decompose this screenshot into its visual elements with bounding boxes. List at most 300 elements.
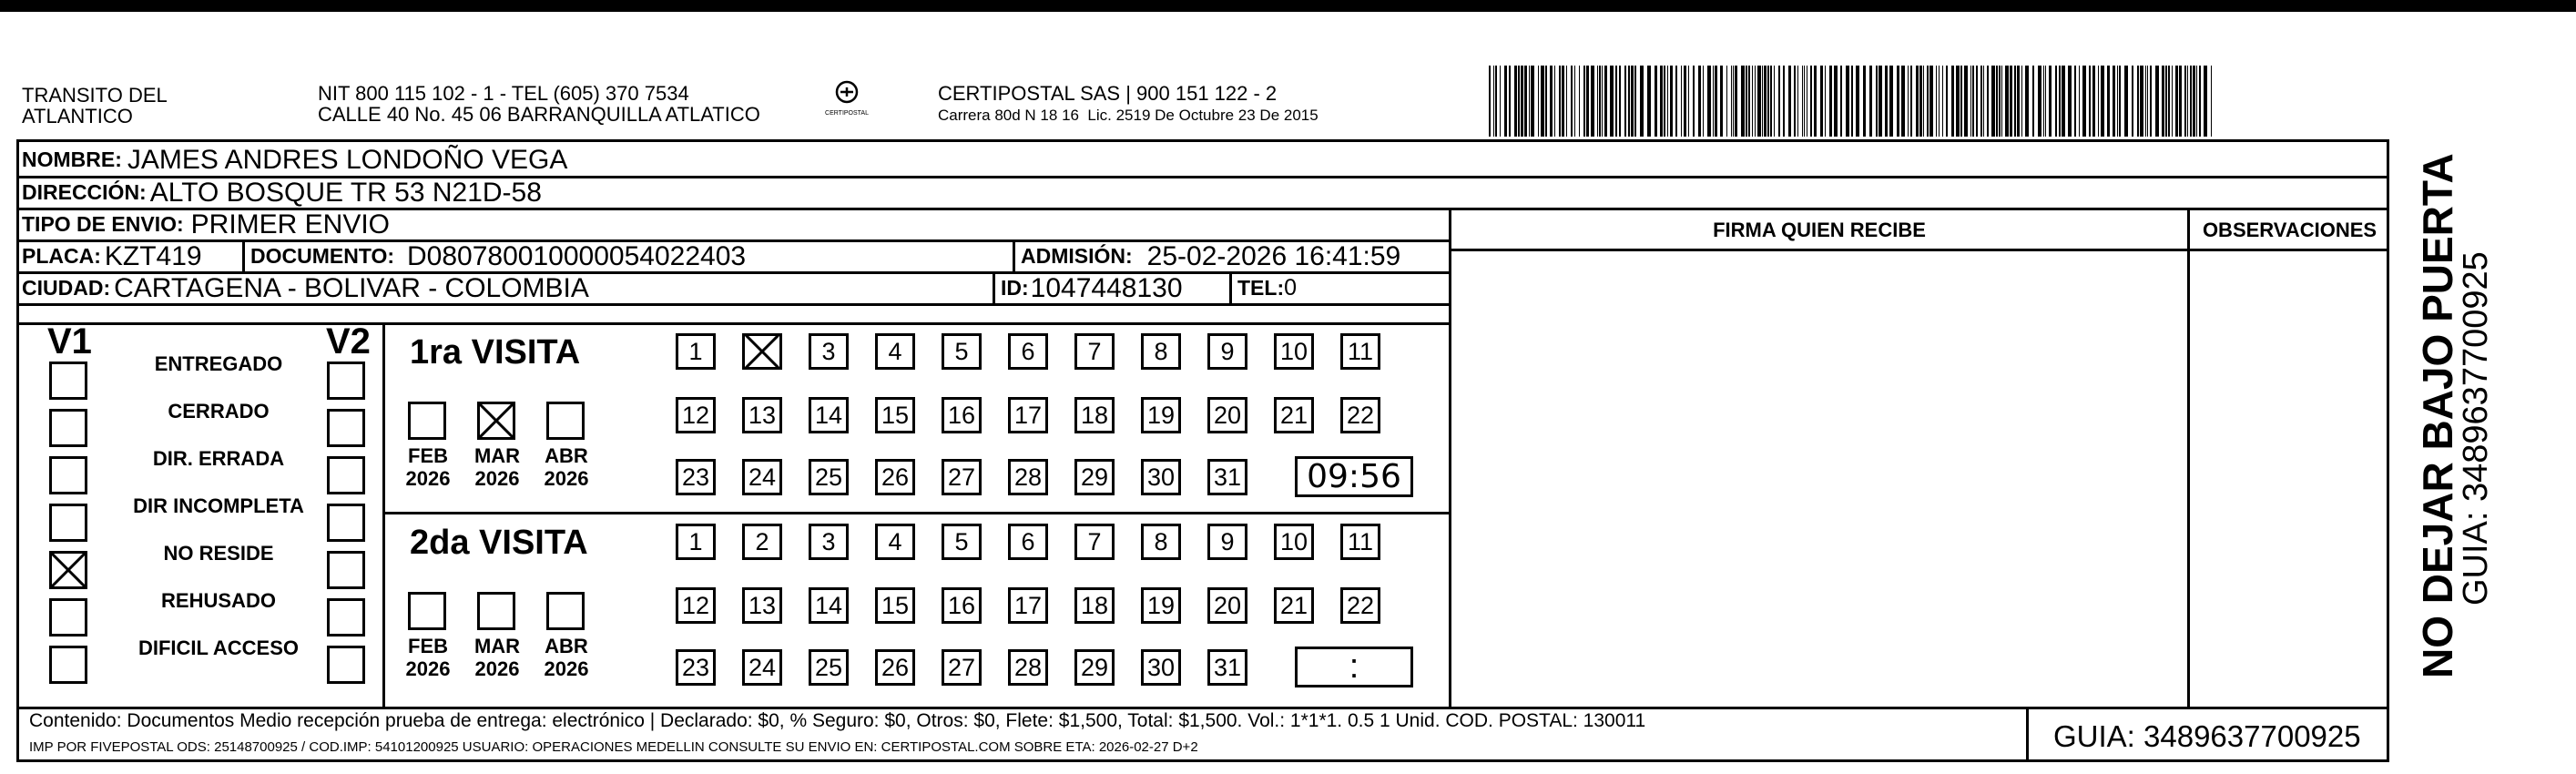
barcode-bar [1869, 66, 1872, 137]
day-box[interactable]: 21 [1274, 397, 1314, 433]
day-box[interactable]: 20 [1207, 587, 1247, 624]
status-v2-checkbox[interactable] [327, 456, 365, 494]
status-label: DIR. ERRADA [152, 447, 285, 470]
barcode-bar [1624, 66, 1626, 137]
barcode-bar [1731, 66, 1732, 137]
day-box[interactable]: 10 [1274, 333, 1314, 370]
day-box[interactable]: 12 [676, 397, 716, 433]
month-checkbox[interactable] [546, 402, 585, 440]
divider-visits [382, 322, 385, 708]
barcode-bar [2068, 66, 2072, 137]
month-label [470, 635, 524, 680]
tel-cell [1229, 272, 1297, 304]
v1-heading: V1 [47, 321, 92, 362]
month-year: 2026 [544, 467, 589, 490]
day-box[interactable]: 28 [1008, 459, 1048, 495]
documento-value: D080780010000054022403 [407, 240, 747, 271]
barcode-bar [1495, 66, 1497, 137]
day-box[interactable]: 16 [942, 397, 982, 433]
barcode-bar [2196, 66, 2197, 137]
barcode-bar [1951, 66, 1954, 137]
month-checkbox[interactable] [477, 592, 515, 630]
barcode-bar [2199, 66, 2201, 137]
barcode-bar [1889, 66, 1893, 137]
barcode-bar [2119, 66, 2121, 137]
barcode-bar [2107, 66, 2110, 137]
barcode-bar [1693, 66, 1695, 137]
barcode-bar [1688, 66, 1689, 137]
day-box[interactable]: 10 [1274, 524, 1314, 560]
barcode-bar [1755, 66, 1756, 137]
nombre-value: JAMES ANDRES LONDOÑO VEGA [127, 144, 568, 175]
barcode-bar [2074, 66, 2076, 137]
status-v2-checkbox[interactable] [327, 362, 365, 400]
day-box[interactable]: 23 [676, 649, 716, 686]
id-cell [993, 272, 1183, 304]
barcode-bar [2043, 66, 2044, 137]
barcode-bar [1489, 66, 1491, 137]
nit-line: NIT 800 115 102 - 1 - TEL (605) 370 7534 [318, 82, 689, 105]
barcode-bar [1554, 66, 1555, 137]
month-label [401, 635, 455, 680]
day-box[interactable]: 4 [875, 333, 915, 370]
day-box[interactable]: 30 [1141, 459, 1181, 495]
day-box[interactable]: 22 [1340, 587, 1380, 624]
barcode-bar [1524, 66, 1527, 137]
placa-value: KZT419 [104, 240, 202, 271]
day-box[interactable]: 26 [875, 459, 915, 495]
status-v1-checkbox[interactable] [49, 551, 87, 589]
status-v1-checkbox[interactable] [49, 456, 87, 494]
time-box[interactable]: : [1295, 647, 1413, 687]
day-box[interactable]: 27 [942, 649, 982, 686]
day-box[interactable]: 24 [742, 459, 782, 495]
barcode-bar [1879, 66, 1882, 137]
firma-heading: FIRMA QUIEN RECIBE [1713, 219, 1926, 241]
month-label [470, 444, 524, 490]
license-line: Carrera 80d N 18 16 Lic. 2519 De Octubre 23 De 2015 [938, 107, 1319, 124]
month-year: 2026 [474, 467, 520, 490]
month-name: MAR [473, 444, 521, 467]
barcode-bar [2014, 66, 2016, 137]
certipostal-logo [825, 80, 869, 118]
barcode-bar [2168, 66, 2170, 137]
barcode-bar [2098, 66, 2099, 137]
day-box[interactable]: 20 [1207, 397, 1247, 433]
status-v2-checkbox[interactable] [327, 551, 365, 589]
barcode-bar [2117, 66, 2118, 137]
tipo-row [22, 209, 390, 240]
barcode-bar [1602, 66, 1603, 137]
barcode-bar [1748, 66, 1750, 137]
placa-label: PLACA: [22, 244, 101, 268]
status-v2-checkbox[interactable] [327, 598, 365, 637]
barcode-bar [1936, 66, 1937, 137]
divider-obs [2187, 208, 2190, 708]
day-box[interactable]: 25 [809, 459, 849, 495]
month-name: FEB [408, 635, 448, 657]
rule-colheads [1451, 249, 2389, 251]
barcode-bar [2193, 66, 2195, 137]
month-checkbox[interactable] [408, 402, 446, 440]
barcode-bar [2089, 66, 2091, 137]
day-box[interactable]: 28 [1008, 649, 1048, 686]
day-box[interactable]: 18 [1074, 397, 1115, 433]
barcode-bar [1964, 66, 1968, 137]
day-box[interactable]: 31 [1207, 649, 1247, 686]
barcode-bar [1493, 66, 1494, 137]
month-year: 2026 [544, 657, 589, 680]
barcode-bar [2055, 66, 2057, 137]
day-box[interactable]: 3 [809, 333, 849, 370]
barcode-bar [1720, 66, 1723, 137]
barcode-bar [2005, 66, 2009, 137]
barcode-bar [1586, 66, 1589, 137]
divider-firma [1449, 208, 1451, 708]
barcode-bar [1996, 66, 1998, 137]
status-v1-checkbox[interactable] [49, 409, 87, 447]
barcode-bar [1916, 66, 1919, 137]
ciudad-row [22, 272, 589, 304]
day-box[interactable]: 17 [1008, 397, 1048, 433]
status-label: ENTREGADO [154, 352, 283, 375]
visit-title: 1ra VISITA [410, 333, 581, 372]
documento-label: DOCUMENTO: [250, 244, 395, 268]
barcode-bar [1897, 66, 1899, 137]
day-box[interactable]: 13 [742, 587, 782, 624]
day-box[interactable]: 22 [1340, 397, 1380, 433]
barcode-bar [1814, 66, 1817, 137]
barcode-bar [1675, 66, 1677, 137]
barcode-bar [1976, 66, 1978, 137]
barcode-bar [1820, 66, 1823, 137]
barcode-bar [1863, 66, 1866, 137]
barcode-bar [2101, 66, 2104, 137]
contenido-line: Contenido: Documentos Medio recepción prueba de entrega: electrónico | Declarado: $0, % Seguro: $0, Otros: $0, Flete: $1,500, Total: $1,500. Vol.: 1*1*1. 0.5 1 Unid. COD. POSTAL: 130011 [29, 710, 1646, 731]
barcode-bar [1970, 66, 1971, 137]
day-box[interactable]: 7 [1074, 333, 1115, 370]
barcode-bar [1908, 66, 1909, 137]
day-box[interactable]: 1 [676, 333, 716, 370]
barcode-bar [1655, 66, 1657, 137]
barcode-bar [1846, 66, 1849, 137]
status-label: REHUSADO [161, 589, 276, 612]
status-v1-checkbox[interactable] [49, 362, 87, 400]
day-box[interactable] [742, 333, 782, 370]
month-name: ABR [545, 444, 588, 467]
address-line: CALLE 40 No. 45 06 BARRANQUILLA ATLATICO [318, 103, 760, 126]
barcode-bar [1788, 66, 1791, 137]
day-box[interactable]: 27 [942, 459, 982, 495]
day-box[interactable]: 5 [942, 333, 982, 370]
barcode-bar [1778, 66, 1780, 137]
barcode-bar [1504, 66, 1507, 137]
day-box[interactable]: 6 [1008, 524, 1048, 560]
rule-6 [16, 322, 1451, 325]
barcode-bar [1566, 66, 1567, 137]
barcode-bar [1571, 66, 1573, 137]
barcode-bar [1538, 66, 1539, 137]
barcode-bar [2038, 66, 2041, 137]
day-box[interactable]: 1 [676, 524, 716, 560]
barcode-bar [1946, 66, 1948, 137]
barcode-bar [1810, 66, 1812, 137]
barcode-bar [1707, 66, 1711, 137]
barcode-bar [2032, 66, 2034, 137]
barcode-bar [1713, 66, 1714, 137]
barcode-bar [2187, 66, 2188, 137]
observaciones-heading: OBSERVACIONES [2202, 219, 2377, 241]
barcode-bar [1562, 66, 1564, 137]
barcode-bar [1927, 66, 1929, 137]
barcode-bar [1634, 66, 1636, 137]
month-checkbox[interactable] [477, 402, 515, 440]
barcode-bar [2137, 66, 2139, 137]
admision-label: ADMISIÓN: [1021, 244, 1133, 268]
barcode-bar [1746, 66, 1747, 137]
day-box[interactable]: 29 [1074, 459, 1115, 495]
barcode-bar [1762, 66, 1763, 137]
barcode-bar [2025, 66, 2029, 137]
barcode-bar [2204, 66, 2207, 137]
barcode-bar [1604, 66, 1607, 137]
day-box[interactable]: 25 [809, 649, 849, 686]
barcode-bar [2017, 66, 2020, 137]
barcode-bar [1829, 66, 1832, 137]
status-v2-checkbox[interactable] [327, 646, 365, 684]
status-label: DIFICIL ACCESO [137, 637, 299, 659]
month-checkbox[interactable] [546, 592, 585, 630]
divider-visit-rows [382, 512, 1451, 514]
day-box[interactable]: 12 [676, 587, 716, 624]
imp-line: IMP POR FIVEPOSTAL ODS: 25148700925 / COD.IMP: 54101200925 USUARIO: OPERACIONES MEDELLIN CONSULTE SU ENVIO EN: CERTIPOSTAL.COM SOBRE ETA: 2026-02-27 D+2 [29, 739, 1198, 755]
barcode-bar [1876, 66, 1878, 137]
barcode-bar [1764, 66, 1767, 137]
barcode-bar [2140, 66, 2143, 137]
ciudad-value: CARTAGENA - BOLIVAR - COLOMBIA [114, 272, 589, 303]
day-box[interactable]: 24 [742, 649, 782, 686]
barcode-bar [1960, 66, 1962, 137]
day-box[interactable]: 3 [809, 524, 849, 560]
barcode-bar [2049, 66, 2052, 137]
barcode-bar [2184, 66, 2186, 137]
admision-cell [1013, 240, 1400, 272]
barcode-bar [1770, 66, 1772, 137]
time-box[interactable]: 09:56 [1295, 456, 1413, 497]
day-box[interactable]: 13 [742, 397, 782, 433]
barcode-bar [1757, 66, 1761, 137]
barcode-bar [1983, 66, 1984, 137]
day-box[interactable]: 8 [1141, 333, 1181, 370]
day-box[interactable]: 29 [1074, 649, 1115, 686]
barcode-bar [1804, 66, 1805, 137]
month-name: FEB [408, 444, 448, 467]
barcode-bar [2211, 66, 2212, 137]
day-box[interactable]: 19 [1141, 587, 1181, 624]
barcode-bar [2010, 66, 2012, 137]
day-box[interactable]: 11 [1340, 333, 1380, 370]
barcode-bar [1660, 66, 1663, 137]
day-box[interactable]: 11 [1340, 524, 1380, 560]
day-box[interactable]: 26 [875, 649, 915, 686]
barcode-bar [1681, 66, 1682, 137]
barcode-bar [1726, 66, 1727, 137]
barcode-bar [1999, 66, 2001, 137]
barcode-bar [1514, 66, 1517, 137]
barcode-bar [2172, 66, 2173, 137]
barcode-bar [1942, 66, 1943, 137]
barcode-bar [1834, 66, 1838, 137]
barcode-bar [1670, 66, 1673, 137]
tel-label: TEL: [1237, 276, 1285, 300]
barcode-bar [1579, 66, 1580, 137]
barcode-bar [1923, 66, 1924, 137]
admision-value: 25-02-2026 16:41:59 [1146, 240, 1401, 271]
barcode-bar [2179, 66, 2182, 137]
barcode-bar [1559, 66, 1561, 137]
barcode-bar [1980, 66, 1982, 137]
no-dejar-bajo-puerta: NO DEJAR BAJO PUERTA [2414, 153, 2461, 678]
day-box[interactable]: 9 [1207, 333, 1247, 370]
barcode-bar [2147, 66, 2148, 137]
id-value: 1047448130 [1030, 272, 1183, 303]
status-label: DIR INCOMPLETA [133, 494, 304, 517]
barcode-bar [1599, 66, 1601, 137]
barcode-bar [2079, 66, 2080, 137]
day-box[interactable]: 23 [676, 459, 716, 495]
day-box[interactable]: 17 [1008, 587, 1048, 624]
day-box[interactable]: 15 [875, 587, 915, 624]
status-v2-checkbox[interactable] [327, 504, 365, 542]
barcode-bar [1521, 66, 1523, 137]
barcode-bar [1840, 66, 1842, 137]
barcode-bar [2059, 66, 2061, 137]
barcode-bar [1615, 66, 1617, 137]
day-box[interactable]: 2 [742, 524, 782, 560]
barcode-bar [1825, 66, 1826, 137]
barcode-bar [2175, 66, 2178, 137]
barcode-bar [1529, 66, 1530, 137]
barcode-bar [1664, 66, 1665, 137]
barcode-bar [2045, 66, 2046, 137]
day-box[interactable]: 16 [942, 587, 982, 624]
barcode-bar [2021, 66, 2022, 137]
barcode-bar [1794, 66, 1796, 137]
barcode-bar [2145, 66, 2146, 137]
barcode-bar [1541, 66, 1544, 137]
month-year: 2026 [405, 467, 451, 490]
visit-title: 2da VISITA [410, 524, 588, 562]
barcode-bar [1518, 66, 1520, 137]
barcode-bar [1509, 66, 1511, 137]
barcode-bar [1991, 66, 1995, 137]
day-box[interactable]: 5 [942, 524, 982, 560]
barcode-bar [2113, 66, 2115, 137]
barcode-bar [1591, 66, 1594, 137]
direccion-value: ALTO BOSQUE TR 53 N21D-58 [149, 177, 542, 208]
month-checkbox[interactable] [408, 592, 446, 630]
status-v1-checkbox[interactable] [49, 504, 87, 542]
tipo-label: TIPO DE ENVIO: [22, 212, 184, 236]
month-label [539, 635, 594, 680]
day-box[interactable]: 7 [1074, 524, 1115, 560]
month-year: 2026 [405, 657, 451, 680]
barcode-bar [2082, 66, 2086, 137]
barcode-bar [1531, 66, 1534, 137]
barcode-bar [1856, 66, 1859, 137]
divider-guia [2026, 707, 2029, 762]
barcode-bar [2062, 66, 2065, 137]
barcode-bar [1797, 66, 1798, 137]
tel-value: 0 [1284, 275, 1298, 300]
day-box[interactable]: 14 [809, 587, 849, 624]
nombre-label: NOMBRE: [22, 148, 122, 171]
status-v2-checkbox[interactable] [327, 409, 365, 447]
day-box[interactable]: 14 [809, 397, 849, 433]
barcode-bar [2150, 66, 2152, 137]
day-box[interactable]: 18 [1074, 587, 1115, 624]
barcode-bar [1631, 66, 1634, 137]
day-box[interactable]: 21 [1274, 587, 1314, 624]
barcode-bar [1647, 66, 1651, 137]
barcode-bar [1741, 66, 1745, 137]
month-name: ABR [545, 635, 588, 657]
day-box[interactable]: 15 [875, 397, 915, 433]
rule-footer [16, 707, 2389, 709]
barcode-bar [1783, 66, 1785, 137]
barcode-bar [1698, 66, 1701, 137]
nombre-row [22, 144, 567, 176]
barcode-bar [1597, 66, 1598, 137]
barcode-bar [2001, 66, 2002, 137]
direccion-row [22, 177, 542, 209]
day-box[interactable]: 6 [1008, 333, 1048, 370]
day-box[interactable]: 8 [1141, 524, 1181, 560]
day-box[interactable]: 4 [875, 524, 915, 560]
barcode-bar [1574, 66, 1575, 137]
barcode [1489, 66, 2217, 137]
barcode-bar [1733, 66, 1734, 137]
barcode-bar [2092, 66, 2095, 137]
id-label: ID: [1001, 276, 1029, 300]
status-v1-checkbox[interactable] [49, 598, 87, 637]
day-box[interactable]: 31 [1207, 459, 1247, 495]
company-line: CERTIPOSTAL SAS | 900 151 122 - 2 [938, 82, 1278, 105]
documento-cell [242, 240, 746, 272]
barcode-bar [2165, 66, 2167, 137]
barcode-bar [1939, 66, 1940, 137]
side-guia: GUIA: 3489637700925 [2457, 251, 2495, 606]
org-name-line2: ATLANTICO [22, 105, 133, 127]
barcode-bar [1619, 66, 1621, 137]
day-box[interactable]: 9 [1207, 524, 1247, 560]
barcode-bar [1972, 66, 1974, 137]
org-name-line1: TRANSITO DEL [22, 84, 168, 107]
barcode-bar [1767, 66, 1769, 137]
barcode-bar [1583, 66, 1585, 137]
status-v1-checkbox[interactable] [49, 646, 87, 684]
barcode-bar [1703, 66, 1704, 137]
barcode-bar [1910, 66, 1912, 137]
barcode-bar [1929, 66, 1933, 137]
day-box[interactable]: 19 [1141, 397, 1181, 433]
top-border [0, 0, 2576, 12]
month-name: MAR [473, 635, 521, 657]
barcode-bar [1987, 66, 1989, 137]
day-box[interactable]: 30 [1141, 649, 1181, 686]
barcode-bar [1500, 66, 1501, 137]
barcode-bar [1956, 66, 1960, 137]
